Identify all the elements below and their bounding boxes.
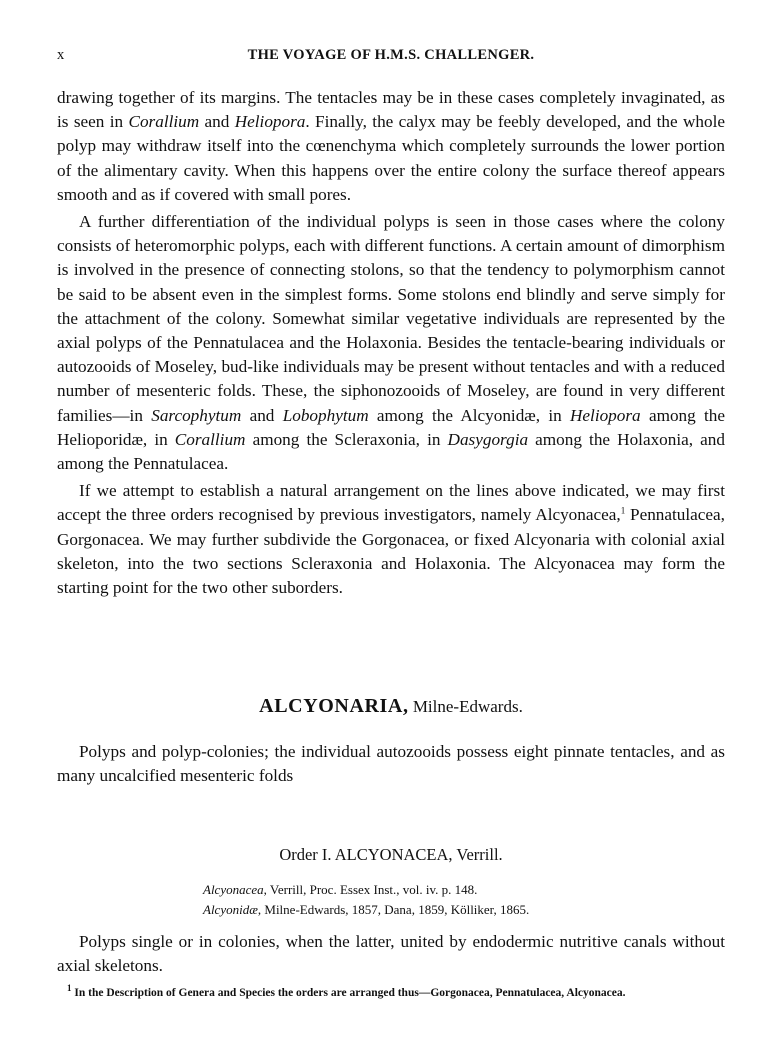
synonym-line: Alcyonidæ, Milne-Edwards, 1857, Dana, 1859, Kölliker, 1865.	[203, 902, 530, 917]
order-definition: Polyps single or in colonies, when the latter, united by endodermic nutritive canals without axial skeletons.	[57, 932, 725, 976]
body-text	[57, 86, 725, 600]
genus-name: Sarcophytum	[151, 405, 242, 425]
taxon-author: Milne-Edwards.	[408, 697, 523, 716]
paragraph-2: A further differentiation of the individual polyps is seen in those cases where the colony consists of heteromorphic polyps, each with different functions. A certain amount of dimorphism is involved in the presence of connecting stolons, so that the tendency to polymorphism cannot be said to be absent even in the simplest forms. Some stolons end blindly and serve simply for the attachment of the colony. Somewhat similar vegetative individuals are represented by the axial polyps of the Pennatulacea and the Holaxonia. Besides the tentacle-bearing individuals or autozooids of Moseley, bud-like individuals may be present without tentacles and with a reduced number of mesenteric folds. These, the siphonozooids of Moseley, are found in very different families—in Sarcophytum and Lobophytum among the Alcyonidæ, in Heliopora among the Helioporidæ, in Corallium among the Scleraxonia, in Dasygorgia among the Holaxonia, and among the Pennatulacea.	[57, 212, 726, 474]
footnote-reference[interactable]: 1	[620, 505, 626, 516]
running-title: THE VOYAGE OF H.M.S. CHALLENGER.	[247, 47, 535, 63]
alcyonaria-heading	[57, 695, 725, 718]
alcyonaria-definition: Polyps and polyp-colonies; the individual autozooids possess eight pinnate tentacles, and as many uncalcified mesenteric folds	[57, 742, 725, 786]
synonym-line: Alcyonacea, Verrill, Proc. Essex Inst., vol. iv. p. 148.	[203, 882, 478, 897]
paragraph-1: drawing together of its margins. The tentacles may be in these cases completely invaginated, as is seen in Corallium and Heliopora. Finally, the calyx may be feebly developed, and the whole polyp may withdraw itself into the cœnenchyma which completely surrounds the lower portion of the alimentary cavity. When this happens over the entire colony the surface thereof appears smooth and as if covered with small pores.	[57, 88, 725, 204]
footnote-mark: 1	[67, 983, 72, 994]
genus-name: Corallium	[174, 429, 246, 449]
order-heading: Order I. ALCYONACEA, Verrill.	[279, 845, 503, 864]
genus-name: Heliopora	[570, 405, 641, 425]
genus-name: Dasygorgia	[447, 429, 529, 449]
footnote: $^1$ In the Description of Genera and Species the orders are arranged thus—Gorgonacea, Pennatulacea, Alcyonacea.	[67, 983, 626, 999]
genus-name: Corallium	[128, 112, 200, 132]
running-header	[57, 47, 725, 67]
synonymy	[203, 880, 703, 920]
genus-name: Heliopora	[234, 112, 306, 132]
taxon-name: ALCYONARIA,	[259, 695, 409, 717]
genus-name: Lobophytum	[282, 405, 369, 425]
paragraph-3: If we attempt to establish a natural arrangement on the lines above indicated, we may first accept the three orders recognised by previous investigators, namely Alcyonacea,$^1$ Pennatulacea, Gorgonacea. We may further subdivide the Gorgonacea, or fixed Alcyonaria with colonial axial skeleton, into the two sections Scleraxonia and Holaxonia. The Alcyonacea may form the starting point for the two other suborders.	[57, 481, 725, 598]
page-number: x	[57, 47, 65, 63]
